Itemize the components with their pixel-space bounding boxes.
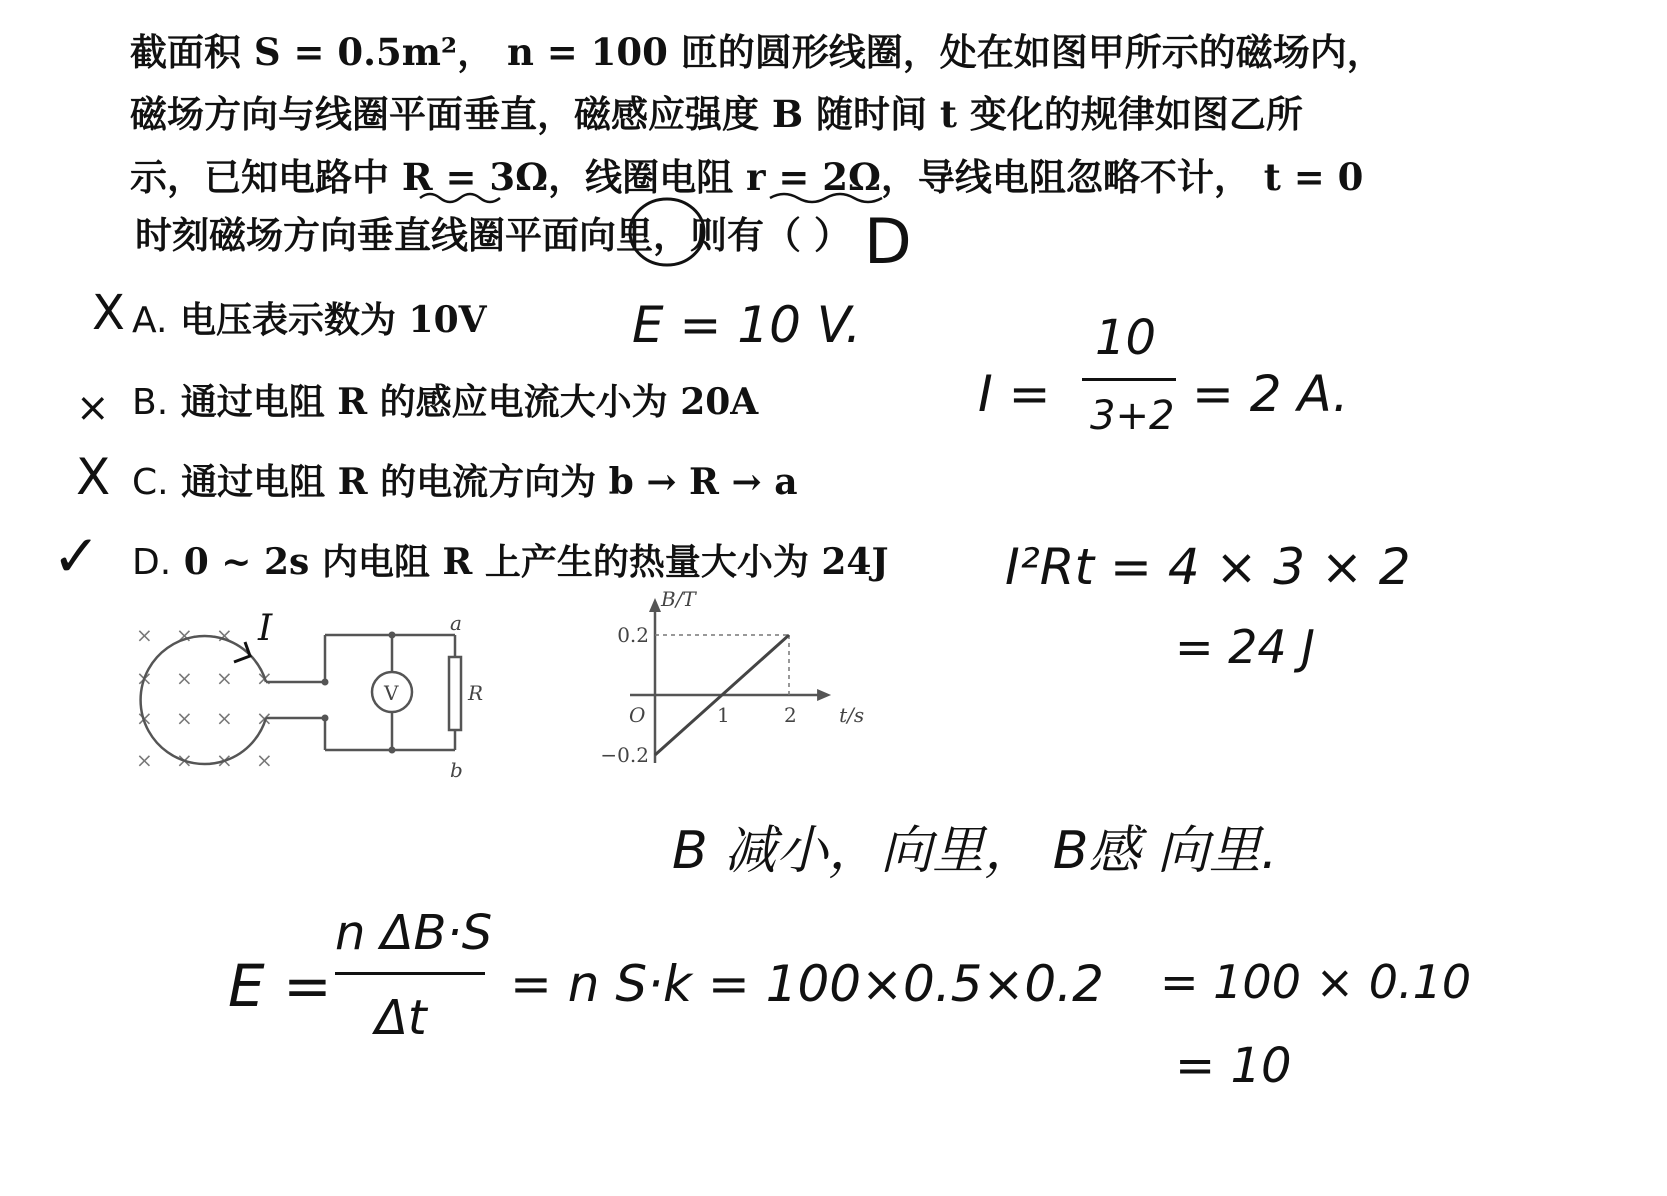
field-cross: × xyxy=(216,666,233,690)
option-c-mark: X xyxy=(76,448,111,506)
field-cross: × xyxy=(216,706,233,730)
hand-emf-rhs-2: = 100 × 0.10 xyxy=(1160,955,1472,1009)
option-b-mark: × xyxy=(76,385,110,431)
hand-current-den: 3+2 xyxy=(1090,393,1175,439)
field-cross: × xyxy=(256,748,273,772)
origin-label: O xyxy=(629,703,646,727)
field-cross: × xyxy=(136,666,153,690)
option-b-letter: B. xyxy=(132,382,169,423)
field-cross: × xyxy=(256,666,273,690)
option-a-letter: A. xyxy=(132,300,168,341)
node-a-label: a xyxy=(450,611,462,635)
option-c-letter: C. xyxy=(132,462,169,503)
question-line-1: 截面积 S = 0.5m²， n = 100 匝的圆形线圈，处在如图甲所示的磁场内， xyxy=(130,30,1384,74)
hand-heat-line-1: I²Rt = 4 × 3 × 2 xyxy=(1005,538,1411,596)
field-cross: × xyxy=(136,748,153,772)
x-axis-arrow xyxy=(817,689,831,701)
field-cross: × xyxy=(136,706,153,730)
y-axis-label: B/T xyxy=(661,587,696,611)
hand-emf-den: Δt xyxy=(375,990,427,1046)
hand-current-fraction-bar xyxy=(1082,378,1176,381)
y-axis-arrow xyxy=(649,598,661,612)
hand-emf-short: E = 10 V. xyxy=(632,296,862,354)
field-cross: × xyxy=(136,623,153,647)
hand-emf-fraction-bar xyxy=(335,972,485,975)
option-d-letter: D. xyxy=(132,542,172,583)
node-b-label: b xyxy=(450,758,463,782)
hand-emf-lhs: E = xyxy=(228,952,332,1020)
option-c-text: 通过电阻 R 的电流方向为 b → R → a xyxy=(181,461,798,503)
circuit-diagram xyxy=(130,610,630,790)
resistor-label: R xyxy=(468,681,484,705)
x-tick-label: 1 xyxy=(717,703,730,727)
underline-r-value xyxy=(420,194,500,202)
x-axis-label: t/s xyxy=(839,703,865,727)
hand-current-rhs: = 2 A. xyxy=(1192,365,1349,423)
option-d xyxy=(132,540,889,585)
option-d-text: 0 ~ 2s 内电阻 R 上产生的热量大小为 24J xyxy=(183,541,889,583)
underline-coil-r xyxy=(770,194,882,202)
question-line-2: 磁场方向与线圈平面垂直，磁感应强度 B 随时间 t 变化的规律如图乙所 xyxy=(130,92,1303,136)
y-tick-label: 0.2 xyxy=(617,623,649,647)
voltmeter-label: V xyxy=(384,681,399,705)
option-b-text: 通过电阻 R 的感应电流大小为 20A xyxy=(180,381,759,423)
bt-chart xyxy=(600,587,870,785)
option-c xyxy=(132,460,798,505)
hand-emf-result: = 10 xyxy=(1175,1038,1292,1094)
option-a xyxy=(132,298,487,343)
current-label: I xyxy=(258,608,273,649)
field-cross: × xyxy=(256,706,273,730)
field-cross: × xyxy=(176,706,193,730)
hand-direction-note: B 减小，向里， B感 向里. xyxy=(672,821,1278,881)
field-cross: × xyxy=(176,748,193,772)
question-line-4: 时刻磁场方向垂直线圈平面向里，则有（ ） xyxy=(135,213,851,257)
field-cross: × xyxy=(176,666,193,690)
hand-emf-num: n ΔB·S xyxy=(335,905,493,961)
coil-loop xyxy=(141,636,266,764)
answer-mark: D xyxy=(864,205,912,278)
option-d-mark: ✓ xyxy=(52,522,101,590)
option-a-text: 电压表示数为 10V xyxy=(179,299,487,341)
hand-heat-line-2: = 24 J xyxy=(1175,620,1315,674)
question-line-3: 示，已知电路中 R = 3Ω，线圈电阻 r = 2Ω，导线电阻忽略不计， t = 0 xyxy=(130,155,1364,199)
option-b xyxy=(132,380,758,425)
field-cross: × xyxy=(216,623,233,647)
x-tick-label: 2 xyxy=(784,703,797,727)
magnetic-field-crosses xyxy=(136,623,273,772)
hand-current-lhs: I = xyxy=(978,365,1051,423)
option-a-mark: X xyxy=(92,285,125,341)
hand-current-num: 10 xyxy=(1095,310,1157,366)
resistor-symbol xyxy=(449,657,461,730)
field-cross: × xyxy=(216,748,233,772)
y-tick-label: −0.2 xyxy=(600,743,649,767)
hand-emf-rhs: = n S·k = 100×0.5×0.2 xyxy=(510,955,1104,1013)
circle-inward xyxy=(630,199,704,265)
field-cross: × xyxy=(176,623,193,647)
